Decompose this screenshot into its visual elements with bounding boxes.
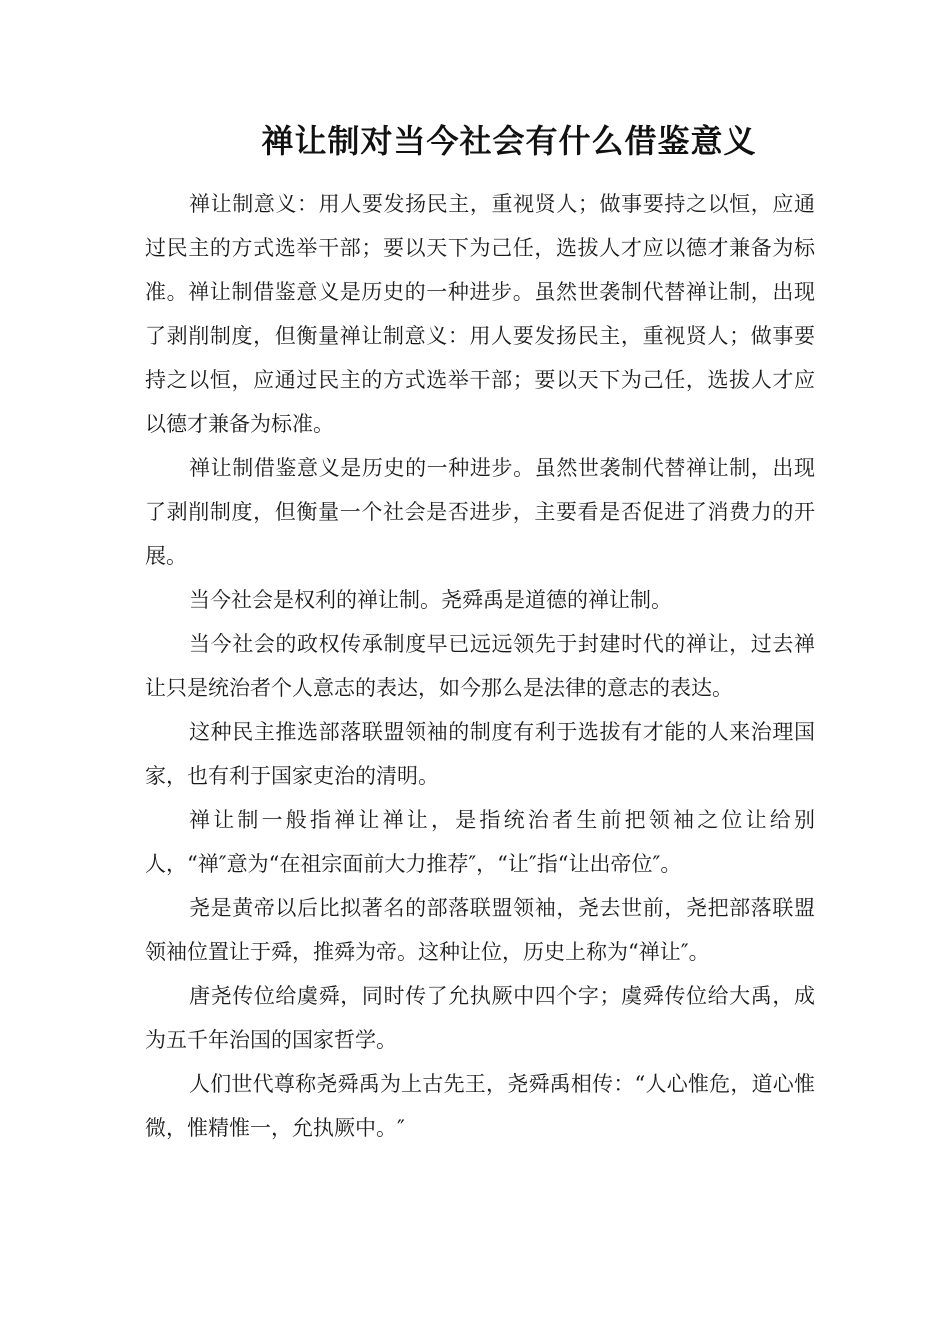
document-body <box>145 182 815 1150</box>
paragraph-8: 唐尧传位给虞舜，同时传了允执厥中四个字；虞舜传位给大禹，成为五千年治国的国家哲学。 <box>145 984 815 1052</box>
paragraph-3: 当今社会是权利的禅让制。尧舜禹是道德的禅让制。 <box>189 588 672 612</box>
document-title: 禅让制对当今社会有什么借鉴意义 <box>261 122 757 160</box>
paragraph-1: 禅让制意义：用人要发扬民主，重视贤人；做事要持之以恒，应通过民主的方式选举干部；要以天下为己任，选拔人才应以德才兼备为标准。禅让制借鉴意义是历史的一种进步。虽然世袭制代替禅让制，出现了剥削制度，但衡量禅让制意义：用人要发扬民主，重视贤人；做事要持之以恒，应通过民主的方式选举干部；要以天下为己任，选拔人才应以德才兼备为标准。 <box>145 192 815 436</box>
paragraph-6: 禅让制一般指禅让禅让，是指统治者生前把领袖之位让给别人，“禅″意为“在祖宗面前大力推荐″，“让″指“让出帝位″。 <box>145 808 815 876</box>
paragraph-2: 禅让制借鉴意义是历史的一种进步。虽然世袭制代替禅让制，出现了剥削制度，但衡量一个社会是否进步，主要看是否促进了消费力的开展。 <box>145 456 815 568</box>
paragraph-4: 当今社会的政权传承制度早已远远领先于封建时代的禅让，过去禅让只是统治者个人意志的表达，如今那么是法律的意志的表达。 <box>145 632 815 700</box>
paragraph-5: 这种民主推选部落联盟领袖的制度有利于选拔有才能的人来治理国家，也有利于国家吏治的清明。 <box>145 720 815 788</box>
paragraph-9: 人们世代尊称尧舜禹为上古先王，尧舜禹相传：“人心惟危，道心惟微，惟精惟一，允执厥中。″ <box>145 1072 815 1140</box>
paragraph-7: 尧是黄帝以后比拟著名的部落联盟领袖，尧去世前，尧把部落联盟领袖位置让于舜，推舜为帝。这种让位，历史上称为“禅让″。 <box>145 896 815 964</box>
